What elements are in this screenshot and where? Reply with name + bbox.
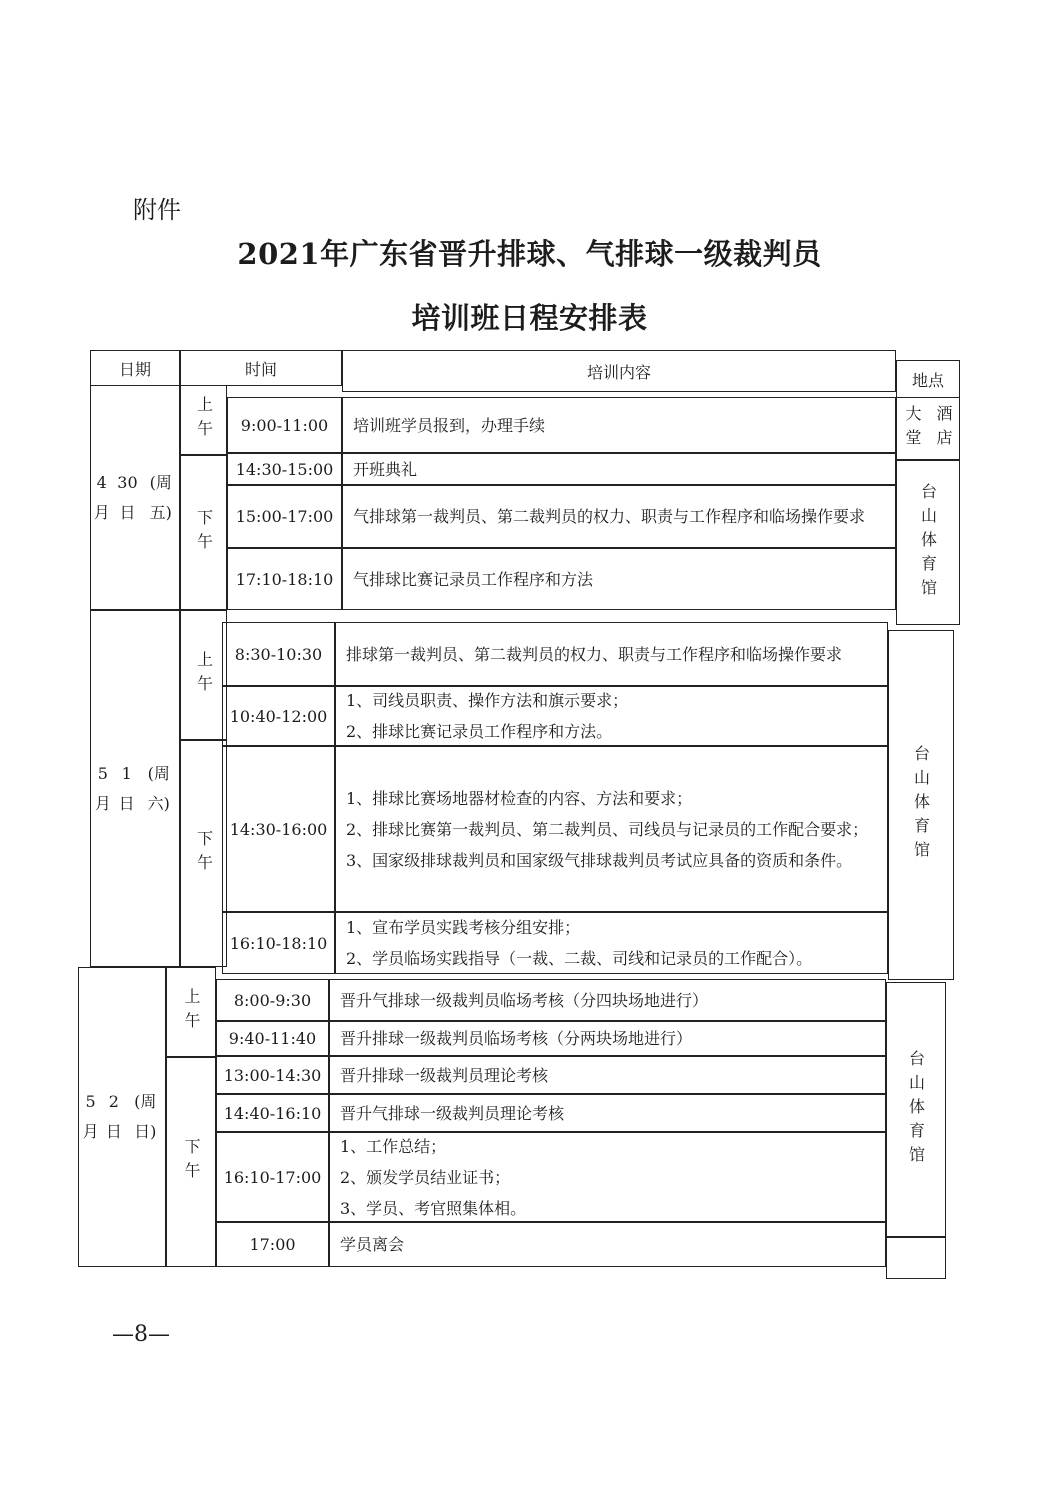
- content-line: 晋升气排球一级裁判员临场考核（分四块场地进行）: [340, 990, 709, 1010]
- day3-pm: [166, 1057, 216, 1267]
- period-pm: 下午: [182, 1138, 201, 1186]
- header-content-label: 培训内容: [586, 362, 651, 382]
- time-cell: [216, 1222, 329, 1267]
- time-label: 10:40-12:00: [229, 706, 328, 726]
- time-label: 14:30-16:00: [229, 819, 328, 839]
- location-text: 台山体育馆: [918, 482, 938, 603]
- content-cell: [335, 912, 888, 974]
- period-pm: 下午: [194, 508, 214, 557]
- date-line: 5月: [82, 1092, 99, 1141]
- content-line: 3、学员、考官照集体相。: [340, 1198, 527, 1218]
- content-cell: [335, 622, 888, 686]
- day3-am: [166, 967, 216, 1057]
- time-cell: [227, 485, 342, 548]
- time-cell: [216, 979, 329, 1021]
- content-cell: [329, 1132, 886, 1222]
- time-cell: [222, 912, 335, 974]
- day1-date: [90, 385, 180, 610]
- content-line: 1、司线员职责、操作方法和旗示要求；: [346, 691, 629, 710]
- time-cell: [216, 1021, 329, 1056]
- content-cell: [329, 1094, 886, 1132]
- period-pm: 下午: [194, 829, 214, 878]
- time-label: 16:10-17:00: [223, 1167, 322, 1187]
- time-label: 9:00-11:00: [240, 415, 329, 435]
- content-line: 学员离会: [340, 1235, 405, 1254]
- content-line: 晋升排球一级裁判员临场考核（分两块场地进行）: [340, 1029, 693, 1048]
- content-cell: [342, 397, 896, 453]
- location-text: 酒店大堂: [903, 404, 953, 453]
- header-date-label: 日期: [118, 359, 151, 379]
- day3-date: [78, 967, 166, 1267]
- content-line: 气排球第一裁判员、第二裁判员的权力、职责与工作程序和临场操作要求: [353, 507, 866, 526]
- day2-pm: [180, 740, 227, 967]
- time-label: 14:30-15:00: [235, 459, 334, 479]
- content-line: 晋升排球一级裁判员理论考核: [340, 1065, 549, 1085]
- day2-location: [888, 630, 954, 980]
- date-line: 4月: [93, 472, 110, 522]
- time-cell: [222, 622, 335, 686]
- content-cell: [329, 979, 886, 1021]
- time-label: 17:10-18:10: [235, 569, 334, 589]
- time-label: 15:00-17:00: [235, 507, 334, 526]
- day3-location-empty: [886, 1237, 946, 1279]
- day2-date: [90, 610, 180, 967]
- content-line: 排球第一裁判员、第二裁判员的权力、职责与工作程序和临场操作要求: [346, 644, 843, 664]
- time-label: 8:30-10:30: [234, 644, 323, 664]
- content-line: 培训班学员报到，办理手续: [353, 415, 546, 435]
- content-cell: [335, 746, 888, 912]
- time-label: 9:40-11:40: [228, 1029, 317, 1048]
- content-cell: [329, 1222, 886, 1267]
- header-date: [90, 350, 180, 386]
- time-label: 14:40-16:10: [223, 1103, 322, 1123]
- content-line: 1、工作总结；: [340, 1136, 447, 1156]
- content-line: 开班典礼: [353, 459, 418, 479]
- period-am: 上午: [182, 988, 201, 1036]
- location-text: 台山体育馆: [906, 1049, 926, 1170]
- time-label: 13:00-14:30: [223, 1065, 322, 1085]
- time-cell: [216, 1094, 329, 1132]
- header-location: [896, 360, 960, 398]
- time-label: 16:10-18:10: [229, 933, 328, 953]
- content-line: 2、排球比赛记录员工作程序和方法。: [346, 722, 613, 741]
- time-cell: [227, 548, 342, 610]
- content-line: 气排球比赛记录员工作程序和方法: [353, 569, 594, 589]
- document-subtitle: 培训班日程安排表: [411, 301, 648, 335]
- time-label: 8:00-9:30: [233, 990, 312, 1010]
- content-cell: [342, 485, 896, 548]
- date-line: 2日: [105, 1092, 122, 1141]
- header-time: [180, 350, 342, 386]
- date-line: 30日: [117, 472, 138, 522]
- time-cell: [222, 746, 335, 912]
- header-location-label: 地点: [911, 370, 944, 390]
- content-cell: [329, 1056, 886, 1094]
- location-text: 台山体育馆: [911, 745, 931, 865]
- content-line: 1、排球比赛场地器材检查的内容、方法和要求；: [346, 788, 693, 808]
- period-am: 上午: [194, 651, 214, 699]
- time-cell: [227, 397, 342, 453]
- content-cell: [342, 453, 896, 485]
- time-cell: [222, 686, 335, 746]
- day1-am: [180, 385, 227, 455]
- day3-location: [886, 982, 946, 1237]
- time-label: 17:00: [249, 1235, 296, 1254]
- time-cell: [227, 453, 342, 485]
- date-line: (周日): [134, 1092, 157, 1141]
- content-line: 2、学员临场实践指导（一裁、二裁、司线和记录员的工作配合）。: [346, 949, 813, 968]
- attachment-label: 附件: [133, 196, 181, 224]
- date-line: 1日: [118, 763, 135, 813]
- time-cell: [216, 1132, 329, 1222]
- page-number: —8—: [112, 1322, 170, 1347]
- day1-location-am: [896, 397, 960, 460]
- header-time-label: 时间: [244, 359, 277, 379]
- content-line: 2、颁发学员结业证书；: [340, 1167, 511, 1187]
- day1-pm: [180, 455, 227, 610]
- time-cell: [216, 1056, 329, 1094]
- day2-am: [180, 610, 227, 740]
- date-line: (周五): [149, 472, 172, 522]
- content-cell: [342, 548, 896, 610]
- content-line: 3、国家级排球裁判员和国家级气排球裁判员考试应具备的资质和条件。: [346, 850, 853, 870]
- day1-location-pm: [896, 460, 960, 625]
- period-am: 上午: [194, 396, 214, 444]
- content-cell: [329, 1021, 886, 1056]
- content-cell: [335, 686, 888, 746]
- date-line: (周六): [147, 763, 170, 813]
- header-content: [342, 350, 896, 392]
- content-line: 1、宣布学员实践考核分组安排；: [346, 918, 581, 937]
- content-line: 2、排球比赛第一裁判员、第二裁判员、司线员与记录员的工作配合要求；: [346, 819, 869, 839]
- date-line: 5月: [94, 763, 111, 813]
- content-line: 晋升气排球一级裁判员理论考核: [340, 1103, 565, 1123]
- document-title: 2021年广东省晋升排球、气排球一级裁判员: [237, 237, 822, 271]
